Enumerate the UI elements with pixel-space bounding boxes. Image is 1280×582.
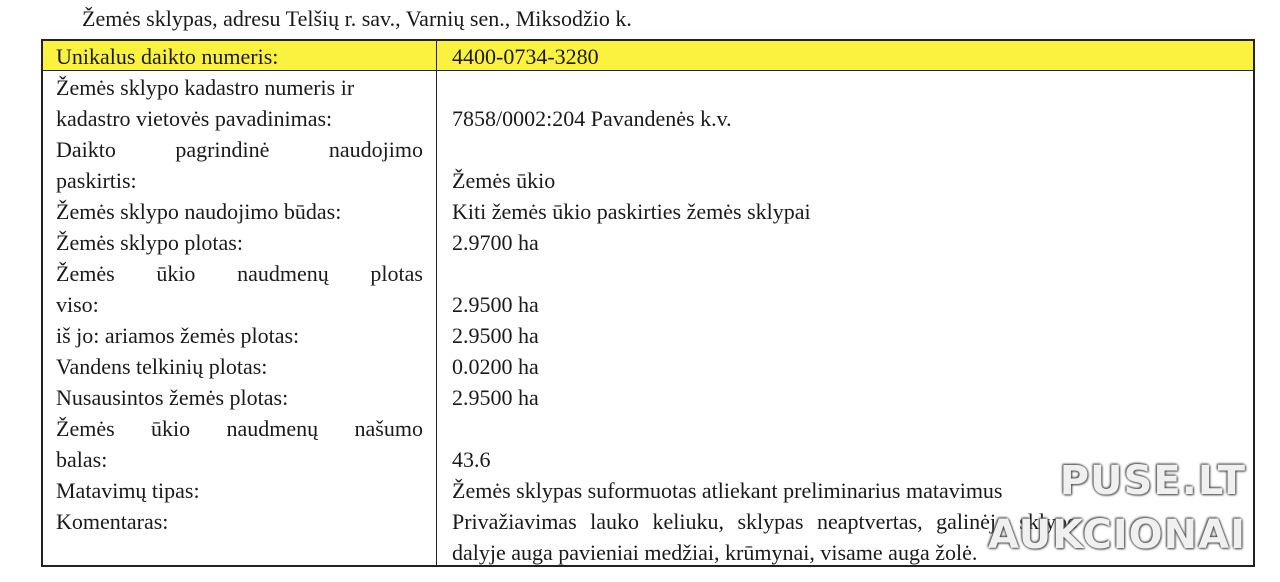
watermark-line1: PUSE.LT (1059, 458, 1246, 504)
arable-area-label: iš jo: ariamos žemės plotas: (56, 323, 300, 348)
cadastral-label-line2: kadastro vietovės pavadinimas: (56, 106, 333, 131)
unique-number-value: 4400-0734-3280 (452, 44, 599, 69)
unique-number-label: Unikalus daikto numeris: (56, 44, 279, 69)
arable-area-value: 2.9500 ha (452, 323, 539, 348)
agri-area-label-word: ūkio (156, 261, 196, 286)
cadastral-label-line1: Žemės sklypo kadastro numeris ir (56, 75, 355, 100)
measurement-type-label: Matavimų tipas: (56, 478, 200, 503)
measurement-type-value: Žemės sklypas suformuotas atliekant preliminarius matavimus (452, 478, 1003, 503)
agri-area-label-word: Žemės (56, 261, 115, 286)
document-title: Žemės sklypas, adresu Telšių r. sav., Varnių sen., Miksodžio k. (82, 6, 632, 31)
productivity-label-word: Žemės (56, 416, 115, 441)
productivity-label-line1 (56, 413, 423, 444)
comment-value-text: Privažiavimas lauko keliuku, sklypas neaptvertas, galinėje sklypo (452, 509, 1078, 534)
agri-area-label-line2: viso: (56, 292, 99, 317)
purpose-label-word: Daikto (56, 137, 116, 162)
purpose-label-word: pagrindinė (175, 137, 270, 162)
purpose-label-word: naudojimo (328, 137, 423, 162)
purpose-value: Žemės ūkio (452, 168, 556, 193)
productivity-value: 43.6 (452, 447, 491, 472)
cadastral-value: 7858/0002:204 Pavandenės k.v. (452, 106, 732, 131)
agri-area-value: 2.9500 ha (452, 292, 539, 317)
drained-area-value: 2.9500 ha (452, 385, 539, 410)
purpose-label-line1 (56, 134, 423, 165)
watermark-line2: AUKCIONAI (988, 512, 1246, 558)
water-area-value: 0.0200 ha (452, 354, 539, 379)
agri-area-label-word: plotas (370, 261, 423, 286)
purpose-label-line2: paskirtis: (56, 168, 137, 193)
productivity-label-word: ūkio (151, 416, 191, 441)
water-area-label: Vandens telkinių plotas: (56, 354, 268, 379)
productivity-label-word: našumo (354, 416, 423, 441)
usage-method-value: Kiti žemės ūkio paskirties žemės sklypai (452, 199, 811, 224)
usage-method-label: Žemės sklypo naudojimo būdas: (56, 199, 342, 224)
agri-area-label-word: naudmenų (237, 261, 329, 286)
comment-label: Komentaras: (56, 509, 169, 534)
productivity-label-line2: balas: (56, 447, 108, 472)
column-divider (436, 41, 437, 565)
plot-area-value: 2.9700 ha (452, 230, 539, 255)
agri-area-label-line1 (56, 258, 423, 289)
drained-area-label: Nusausintos žemės plotas: (56, 385, 289, 410)
plot-area-label: Žemės sklypo plotas: (56, 230, 243, 255)
productivity-label-word: naudmenų (226, 416, 319, 441)
comment-value-line2: dalyje auga pavieniai medžiai, krūmynai, visame auga žolė. (452, 540, 978, 565)
